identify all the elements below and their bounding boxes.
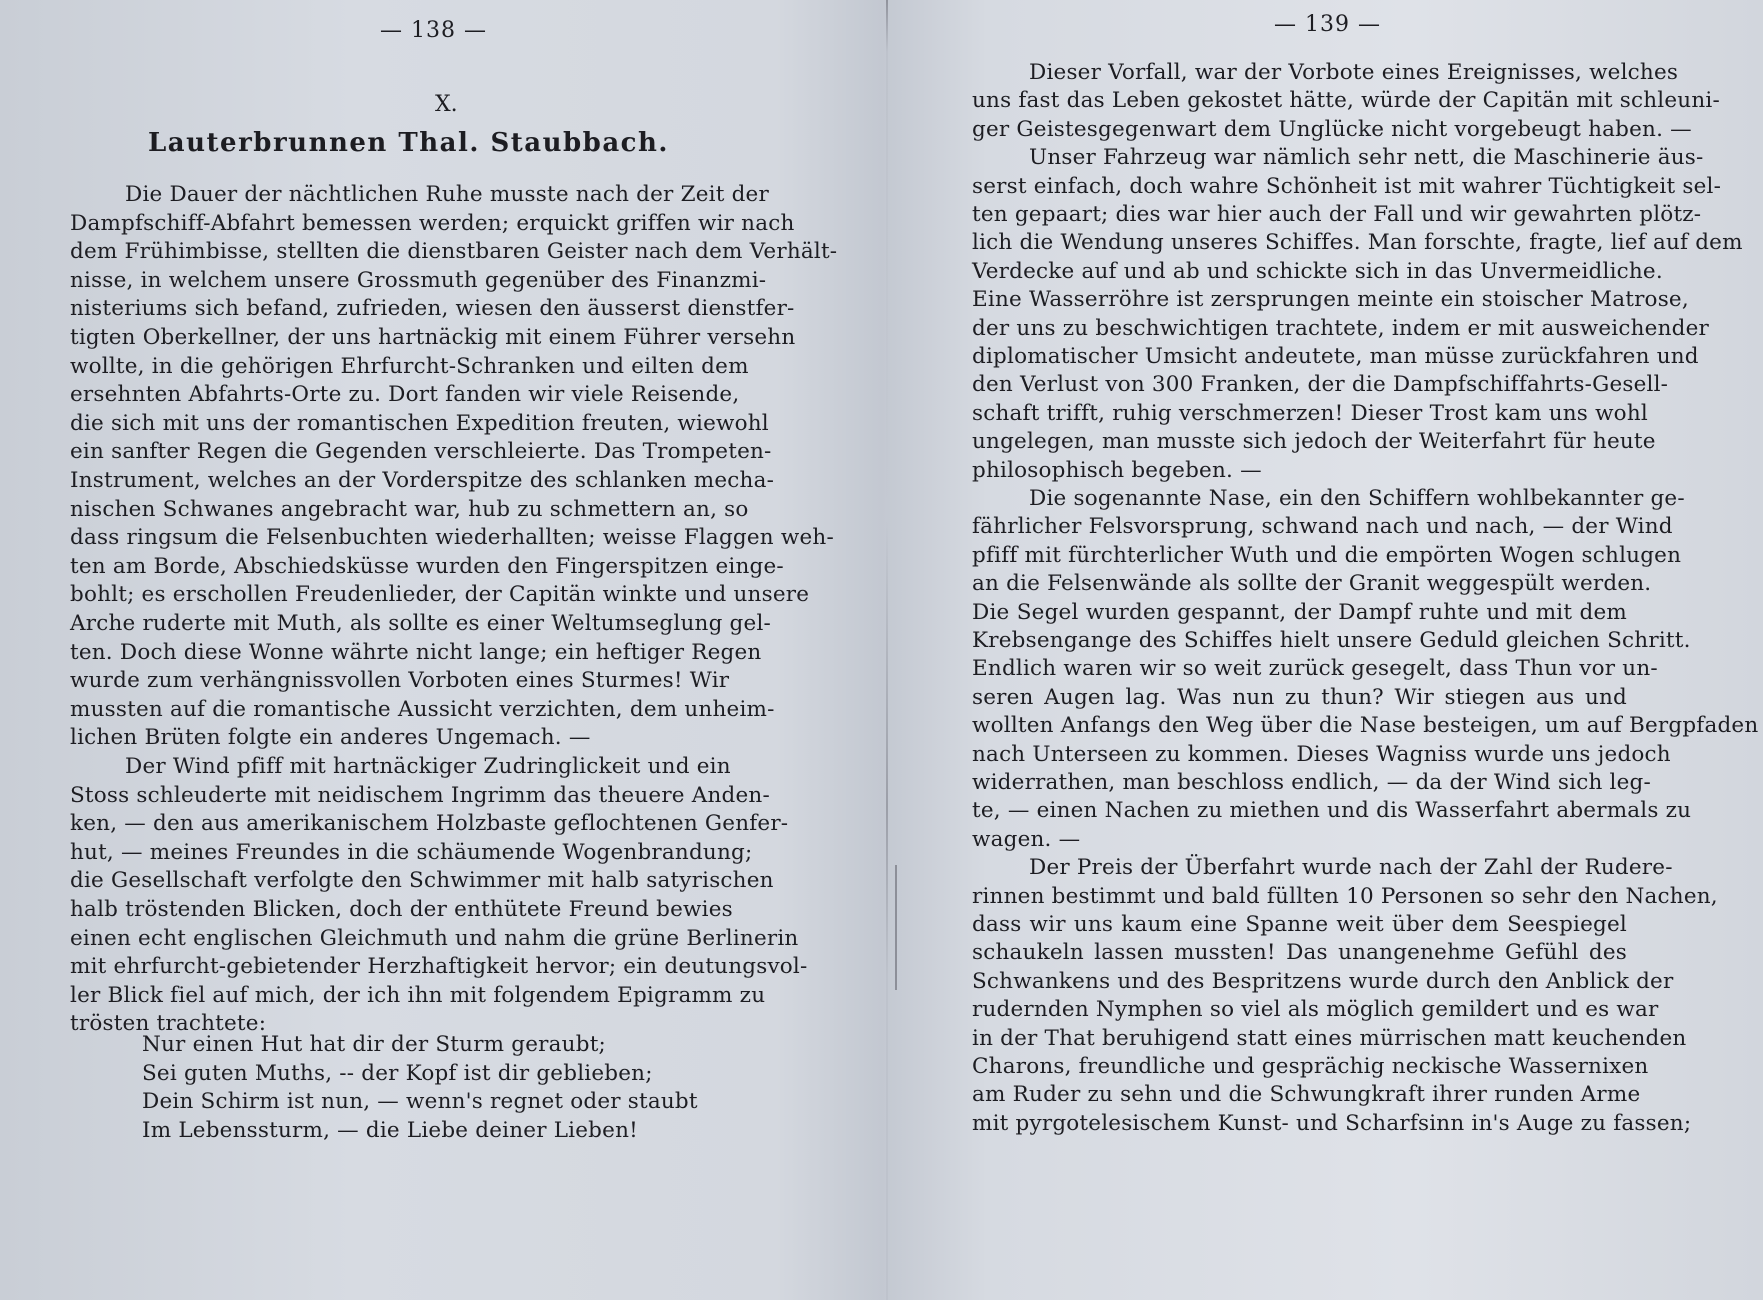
- text-line: philosophisch begeben. —: [972, 457, 1262, 483]
- poem-line: Im Lebenssturm, — die Liebe deiner Lieben!: [142, 1117, 638, 1143]
- text-line: ger Geistesgegenwart dem Unglücke nicht vorgebeugt haben. —: [972, 116, 1692, 142]
- text-line: pfiff mit fürchterlicher Wuth und die empörten Wogen schlugen: [972, 542, 1682, 568]
- text-line: Dieser Vorfall, war der Vorbote eines Ereignisses, welches: [1029, 60, 1679, 85]
- text-line: wollten Anfangs den Weg über die Nase besteigen, um auf Bergpfaden: [972, 713, 1759, 739]
- text-line: halb tröstenden Blicken, doch der enthütete Freund bewies: [70, 897, 733, 922]
- text-line: diplomatischer Umsicht andeutete, man müsse zurückfahren und: [972, 344, 1699, 369]
- text-line: Arche ruderte mit Muth, als sollte es einer Weltumseglung gel-: [70, 611, 771, 636]
- text-line: Unser Fahrzeug war nämlich sehr nett, die Maschinerie äus-: [1029, 145, 1704, 171]
- text-line: widerrathen, man beschloss endlich, — da der Wind sich leg-: [972, 770, 1651, 795]
- chapter-number: X.: [435, 92, 458, 117]
- text-line: ten gepaart; dies war hier auch der Fall und wir gewahrten plötz-: [972, 202, 1702, 227]
- text-line: wurde zum verhängnissvollen Vorboten eines Sturmes! Wir: [70, 668, 730, 694]
- text-line: schaukeln lassen mussten! Das unangenehme Gefühl des: [972, 940, 1627, 966]
- text-line: Instrument, welches an der Vorderspitze des schlanken mecha-: [70, 468, 775, 493]
- text-line: den Verlust von 300 Franken, der die Dampfschiffahrts-Gesell-: [972, 372, 1669, 398]
- chapter-title: Lauterbrunnen Thal. Staubbach.: [148, 128, 669, 158]
- text-line: lichen Brüten folgte ein anderes Ungemach. —: [70, 725, 591, 751]
- gutter-shadow-mark: [895, 865, 897, 990]
- text-line: ler Blick fiel auf mich, der ich ihn mit folgendem Epigramm zu: [70, 982, 766, 1008]
- text-line: in der That beruhigend statt eines mürrischen matt keuchenden: [972, 1025, 1687, 1051]
- text-line: die Gesellschaft verfolgte den Schwimmer mit halb satyrischen: [70, 868, 774, 894]
- text-line: wollte, in die gehörigen Ehrfurcht-Schranken und eilten dem: [70, 353, 749, 379]
- text-line: Der Wind pfiff mit hartnäckiger Zudringlickeit und ein: [125, 754, 731, 779]
- text-line: ungelegen, man musste sich jedoch der Weiterfahrt für heute: [972, 429, 1656, 455]
- book-gutter: [886, 0, 888, 1300]
- text-line: wagen. —: [972, 826, 1081, 852]
- text-line: Die Dauer der nächtlichen Ruhe musste nach der Zeit der: [125, 182, 769, 207]
- text-line: mussten auf die romantische Aussicht verzichten, dem unheim-: [70, 696, 775, 722]
- text-line: Charons, freundliche und gesprächig neckische Wassernixen: [972, 1054, 1649, 1079]
- text-line: lich die Wendung unseres Schiffes. Man forschte, fragte, lief auf dem: [972, 230, 1743, 256]
- text-line: ten am Borde, Abschiedsküsse wurden den Fingerspitzen einge-: [70, 553, 784, 579]
- text-line: Endlich waren wir so weit zurück gesegelt, dass Thun vor un-: [972, 656, 1658, 682]
- text-line: nisteriums sich befand, zufrieden, wiesen den äusserst dienstfer-: [70, 296, 795, 322]
- text-line: rudernden Nymphen so viel als möglich gemildert und es war: [972, 997, 1659, 1023]
- text-line: dass wir uns kaum eine Spanne weit über dem Seespiegel: [972, 912, 1627, 937]
- poem-line: Dein Schirm ist nun, — wenn's regnet oder staubt: [142, 1089, 698, 1115]
- text-line: ein sanfter Regen die Gegenden verschleierte. Das Trompeten-: [70, 439, 772, 465]
- text-line: der uns zu beschwichtigen trachtete, indem er mit ausweichender: [972, 315, 1709, 341]
- text-line: fährlicher Felsvorsprung, schwand nach und nach, — der Wind: [972, 514, 1673, 540]
- text-line: Die sogenannte Nase, ein den Schiffern wohlbekannter ge-: [1029, 486, 1685, 511]
- text-line: serst einfach, doch wahre Schönheit ist mit wahrer Tüchtigkeit sel-: [972, 173, 1722, 199]
- text-line: hut, — meines Freundes in die schäumende Wogenbrandung;: [70, 839, 753, 865]
- text-line: bohlt; es erschollen Freudenlieder, der Capitän winkte und unsere: [70, 582, 810, 608]
- text-line: tigten Oberkellner, der uns hartnäckig mit einem Führer versehn: [70, 325, 796, 350]
- text-line: trösten trachtete:: [70, 1011, 267, 1037]
- text-line: Der Preis der Überfahrt wurde nach der Zahl der Rudere-: [1029, 855, 1673, 881]
- text-line: nischen Schwanes angebracht war, hub zu schmettern an, so: [70, 496, 749, 522]
- text-line: an die Felsenwände als sollte der Granit weggespült werden.: [972, 571, 1652, 597]
- text-line: schaft trifft, ruhig verschmerzen! Dieser Trost kam uns wohl: [972, 400, 1648, 426]
- text-line: te, — einen Nachen zu miethen und dis Wasserfahrt abermals zu: [972, 798, 1692, 824]
- text-line: ersehnten Abfahrts-Orte zu. Dort fanden wir viele Reisende,: [70, 382, 740, 408]
- text-line: einen echt englischen Gleichmuth und nahm die grüne Berlinerin: [70, 925, 799, 951]
- text-line: Die Segel wurden gespannt, der Dampf ruhte und mit dem: [972, 599, 1627, 625]
- text-line: am Ruder zu sehn und die Schwungkraft ihrer runden Arme: [972, 1082, 1641, 1108]
- text-line: dass ringsum die Felsenbuchten wiederhallten; weisse Flaggen weh-: [70, 525, 834, 551]
- text-line: seren Augen lag. Was nun zu thun? Wir stiegen aus und: [972, 684, 1627, 710]
- page-number: — 138 —: [380, 18, 487, 43]
- text-line: Verdecke auf und ab und schickte sich in das Unvermeidliche.: [972, 258, 1663, 284]
- text-line: Krebsengange des Schiffes hielt unsere Geduld gleichen Schritt.: [972, 628, 1691, 653]
- text-line: Stoss schleuderte mit neidischem Ingrimm das theuere Anden-: [70, 782, 770, 808]
- text-line: rinnen bestimmt und bald füllten 10 Personen so sehr den Nachen,: [972, 883, 1718, 909]
- text-line: ken, — den aus amerikanischem Holzbaste geflochtenen Genfer-: [70, 811, 789, 837]
- text-line: Dampfschiff-Abfahrt bemessen werden; erquickt griffen wir nach: [70, 210, 795, 236]
- text-line: ten. Doch diese Wonne währte nicht lange; ein heftiger Regen: [70, 639, 762, 665]
- text-line: nach Unterseen zu kommen. Dieses Wagniss wurde uns jedoch: [972, 741, 1671, 767]
- text-line: Schwankens und des Bespritzens wurde durch den Anblick der: [972, 968, 1674, 994]
- text-line: die sich mit uns der romantischen Expedition freuten, wiewohl: [70, 410, 769, 436]
- text-line: nisse, in welchem unsere Grossmuth gegenüber des Finanzmi-: [70, 267, 767, 293]
- text-line: Eine Wasserröhre ist zersprungen meinte ein stoischer Matrose,: [972, 287, 1689, 313]
- poem-line: Sei guten Muths, -- der Kopf ist dir geblieben;: [142, 1060, 653, 1086]
- text-line: uns fast das Leben gekostet hätte, würde der Capitän mit schleuni-: [972, 88, 1720, 114]
- poem-line: Nur einen Hut hat dir der Sturm geraubt;: [142, 1032, 606, 1057]
- text-line: mit ehrfurcht-gebietender Herzhaftigkeit hervor; ein deutungsvol-: [70, 954, 808, 980]
- text-line: mit pyrgotelesischem Kunst- und Scharfsinn in's Auge zu fassen;: [972, 1110, 1692, 1136]
- text-line: dem Frühimbisse, stellten die dienstbaren Geister nach dem Verhält-: [70, 239, 838, 265]
- page-number: — 139 —: [1274, 12, 1381, 37]
